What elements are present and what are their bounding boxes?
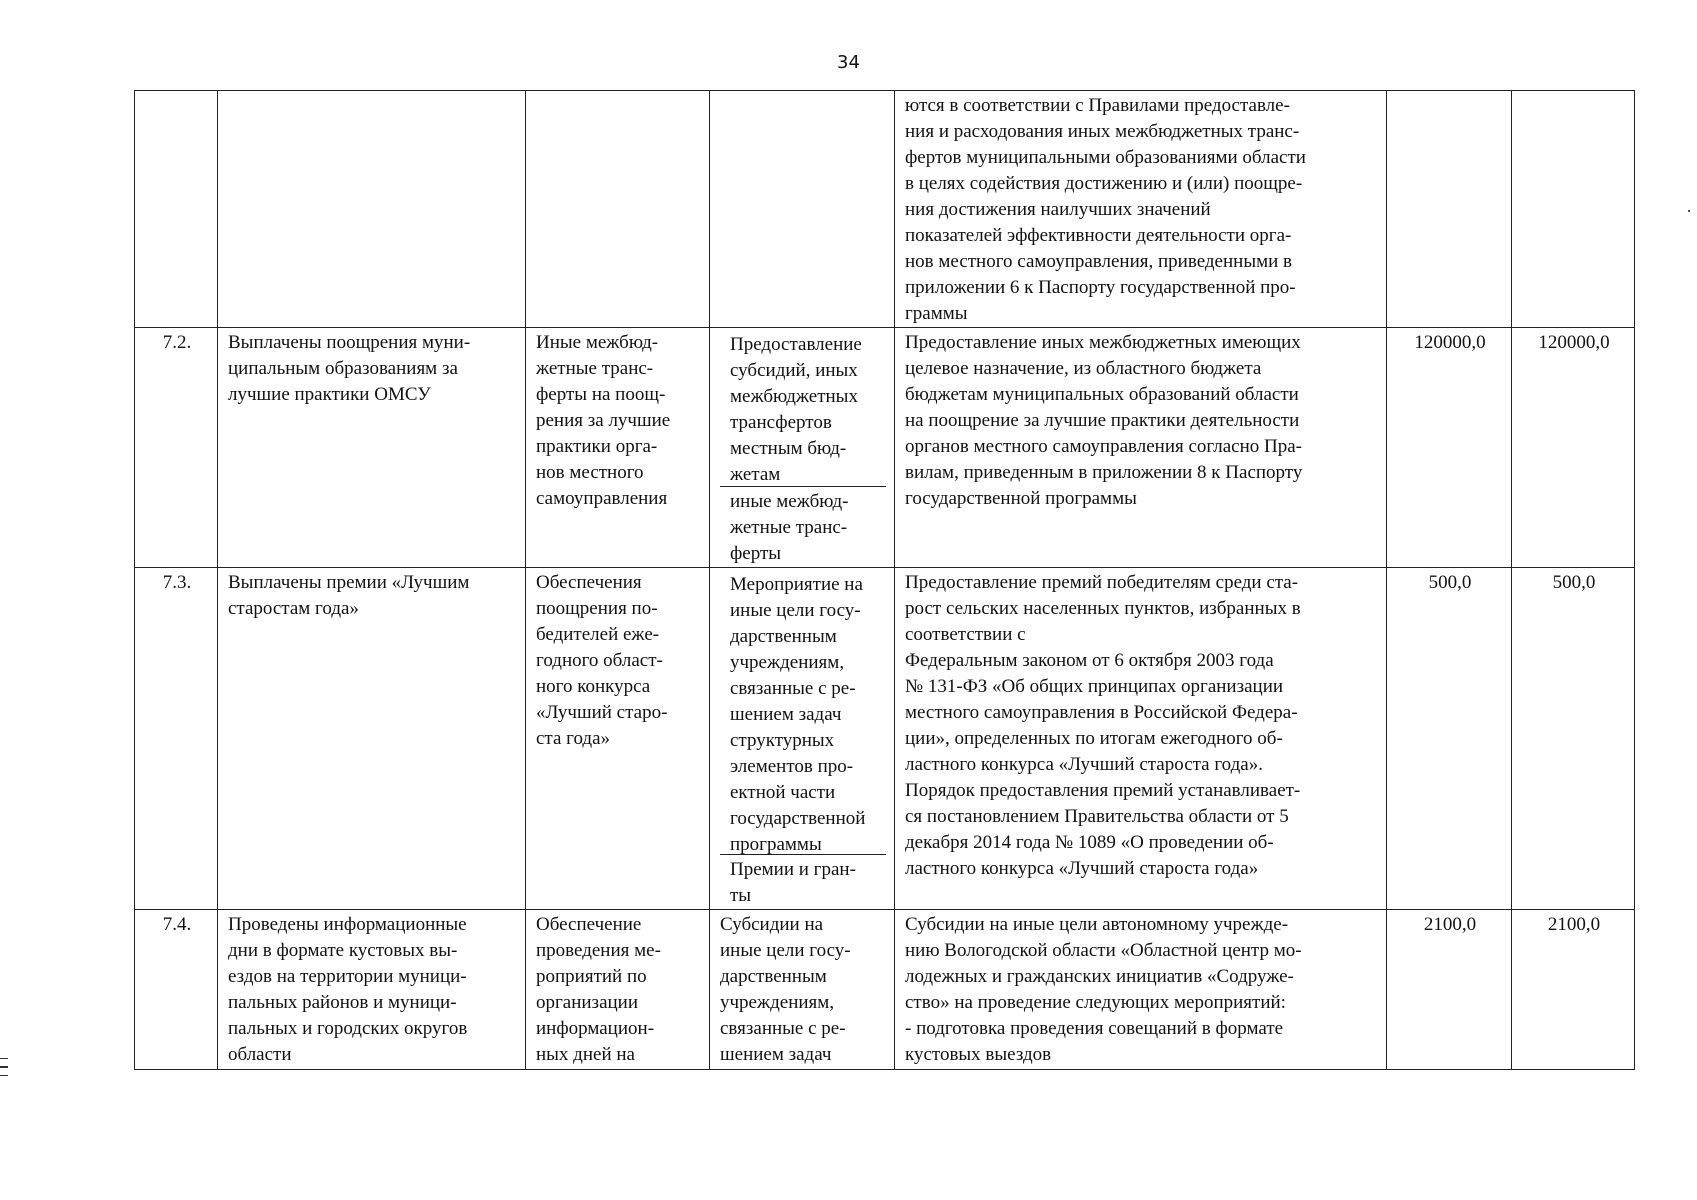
cell-amount-1: 500,0 [1387,568,1512,910]
cell-number: 7.2. [135,328,218,568]
cell-amount-1: 2100,0 [1387,910,1512,1070]
measures-table [134,90,1635,1070]
scan-dot [1688,210,1690,212]
cell-result: Выплачены поощрения муни- ципальным образованиям за лучшие практики ОМСУ [218,328,526,568]
scan-margin-mark [0,1058,8,1086]
cell-amount-1 [1387,91,1512,328]
table-row [135,568,1635,910]
cell-type [710,328,895,568]
cell-type [710,568,895,910]
cell-result: Проведены информационные дни в формате кустовых вы- ездов на территории муници- пальных районов и муници- пальных и городских округов области [218,910,526,1070]
cell-description: Субсидии на иные цели автономному учрежде- нию Вологодской области «Областной центр мо- лодежных и гражданских инициатив «Содруже- ство» на проведение следующих мероприятий: - подготовка проведения совещаний в формате кустовых выездов [895,910,1387,1070]
type-primary: Предоставление субсидий, иных межбюджетных трансфертов местным бюд- жетам [720,330,886,487]
page-number: 34 [837,52,860,73]
cell-number: 7.4. [135,910,218,1070]
cell-description: Предоставление премий победителям среди ста- рост сельских населенных пунктов, избранных в соответствии с Федеральным законом от 6 октября 2003 года № 131-ФЗ «Об общих принципах организации местного самоуправления в Российской Федера- ции», определенных по итогам ежегодного об- ластного конкурса «Лучший староста года». Порядок предоставления премий устанавливает- ся постановлением Правительства области от 5 декабря 2014 года № 1089 «О проведении об- ластного конкурса «Лучший староста года» [895,568,1387,910]
cell-type: Субсидии на иные цели госу- дарственным учреждениям, связанные с ре- шением задач [710,910,895,1070]
type-secondary: Премии и гран- ты [730,859,856,906]
cell-result [218,91,526,328]
cell-amount-2: 2100,0 [1512,910,1635,1070]
cell-amount-2: 120000,0 [1512,328,1635,568]
cell-purpose: Обеспечение проведения ме- роприятий по организации информацион- ных дней на [526,910,710,1070]
type-primary: Мероприятие на иные цели госу- дарственным учреждениям, связанные с ре- шением задач структурных элементов про- ектной части государственной программы [720,570,886,855]
table-row [135,910,1635,1070]
table-row [135,328,1635,568]
cell-number: 7.3. [135,568,218,910]
cell-result: Выплачены премии «Лучшим старостам года» [218,568,526,910]
cell-purpose: Иные межбюд- жетные транс- ферты на поощ- рения за лучшие практики орга- нов местного самоуправления [526,328,710,568]
cell-purpose [526,91,710,328]
cell-description: Предоставление иных межбюджетных имеющих целевое назначение, из областного бюджета бюджетам муниципальных образований области на поощрение за лучшие практики деятельности органов местного самоуправления согласно Пра- вилам, приведенным в приложении 8 к Паспорту государственной программы [895,328,1387,568]
cell-amount-1: 120000,0 [1387,328,1512,568]
cell-description: ются в соответствии с Правилами предоставле- ния и расходования иных межбюджетных транс- фертов муниципальными образованиями области в целях содействия достижению и (или) поощре- ния достижения наилучших значений показателей эффективности деятельности орга- нов местного самоуправления, приведенными в приложении 6 к Паспорту государственной про- граммы [895,91,1387,328]
type-secondary: иные межбюд- жетные транс- ферты [730,491,849,564]
cell-type [710,91,895,328]
cell-number [135,91,218,328]
cell-purpose: Обеспечения поощрения по- бедителей еже- годного област- ного конкурса «Лучший старо- ста года» [526,568,710,910]
cell-amount-2 [1512,91,1635,328]
cell-amount-2: 500,0 [1512,568,1635,910]
table-row-continuation [135,91,1635,328]
